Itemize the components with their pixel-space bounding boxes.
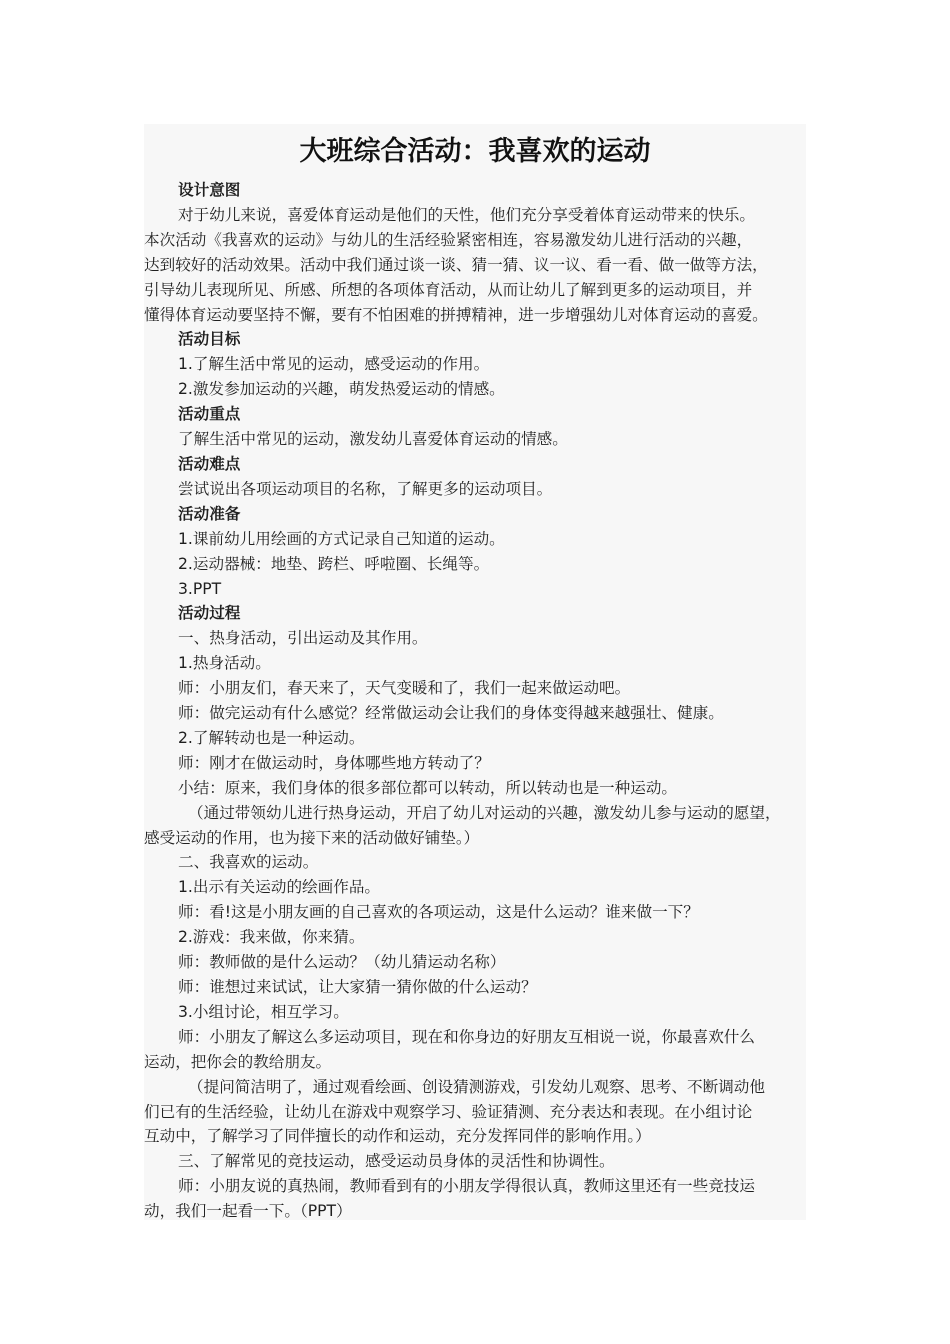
paragraph-line: 三、了解常见的竞技运动，感受运动员身体的灵活性和协调性。 (178, 1152, 615, 1171)
paragraph-line: 师：刚才在做运动时，身体哪些地方转动了？ (178, 753, 490, 772)
document-page (144, 124, 806, 1220)
paragraph-line: 小结：原来，我们身体的很多部位都可以转动，所以转动也是一种运动。 (178, 778, 678, 797)
paragraph-line: 对于幼儿来说，喜爱体育运动是他们的天性，他们充分享受着体育运动带来的快乐。 (178, 205, 755, 224)
paragraph-line: 师：小朋友了解这么多运动项目，现在和你身边的好朋友互相说一说，你最喜欢什么 (178, 1027, 755, 1046)
heading-design-intent: 设计意图 (178, 181, 241, 199)
paragraph-line: 懂得体育运动要坚持不懈，要有不怕困难的拼搏精神，进一步增强幼儿对体育运动的喜爱。 (144, 305, 768, 324)
list-item: 1.课前幼儿用绘画的方式记录自己知道的运动。 (178, 529, 505, 548)
paragraph-line: 二、我喜欢的运动。 (178, 853, 319, 872)
paragraph-line: 师：教师做的是什么运动？（幼儿猜运动名称） (178, 953, 506, 972)
paragraph-line: 师：小朋友说的真热闹，教师看到有的小朋友学得很认真，教师这里还有一些竞技运 (178, 1177, 755, 1196)
heading-preparation: 活动准备 (178, 504, 241, 523)
paragraph-line: 运动，把你会的教给朋友。 (144, 1052, 332, 1071)
heading-goals: 活动目标 (178, 330, 241, 349)
paragraph-line: 尝试说出各项运动项目的名称，了解更多的运动项目。 (178, 479, 553, 498)
paragraph-line: 师：谁想过来试试，让大家猜一猜你做的什么运动？ (178, 978, 537, 996)
paragraph-line: 师：小朋友们，春天来了，天气变暖和了，我们一起来做运动吧。 (178, 679, 631, 698)
paragraph-line: 师：做完运动有什么感觉？经常做运动会让我们的身体变得越来越强壮、健康。 (178, 704, 724, 723)
paragraph-line: 们已有的生活经验，让幼儿在游戏中观察学习、验证猜测、充分表达和表现。在小组讨论 (144, 1102, 753, 1121)
list-item: 2.激发参加运动的兴趣，萌发热爱运动的情感。 (178, 380, 505, 399)
paragraph-line: 一、热身活动，引出运动及其作用。 (178, 629, 428, 648)
document-body (144, 178, 806, 1224)
list-item: 2.运动器械：地垫、跨栏、呼啦圈、长绳等。 (178, 554, 490, 573)
paragraph-line: 了解生活中常见的运动，激发幼儿喜爱体育运动的情感。 (178, 430, 568, 449)
paragraph-line: 师：看!这是小朋友画的自己喜欢的各项运动，这是什么运动？谁来做一下？ (178, 903, 699, 922)
paragraph-line: 引导幼儿表现所见、所感、所想的各项体育活动，从而让幼儿了解到更多的运动项目，并 (144, 280, 753, 299)
paragraph-line: 1.出示有关运动的绘画作品。 (178, 878, 381, 897)
paragraph-line: 2.了解转动也是一种运动。 (178, 728, 365, 747)
paragraph-line: （提问简洁明了，通过观看绘画、创设猜测游戏，引发幼儿观察、思考、不断调动他 (188, 1077, 765, 1096)
paragraph-line: 1.热身活动。 (178, 654, 271, 673)
heading-difficulties: 活动难点 (178, 454, 241, 473)
list-item: 1.了解生活中常见的运动，感受运动的作用。 (178, 355, 490, 374)
paragraph-line: 3.小组讨论，相互学习。 (178, 1002, 349, 1021)
paragraph-line: 达到较好的活动效果。活动中我们通过谈一谈、猜一猜、议一议、看一看、做一做等方法， (144, 255, 768, 274)
paragraph-line: 2.游戏：我来做，你来猜。 (178, 928, 365, 947)
heading-process: 活动过程 (178, 604, 241, 623)
paragraph-line: 本次活动《我喜欢的运动》与幼儿的生活经验紧密相连，容易激发幼儿进行活动的兴趣， (144, 230, 753, 249)
document-title: 大班综合活动：我喜欢的运动 (299, 136, 651, 167)
paragraph-line: （通过带领幼儿进行热身运动，开启了幼儿对运动的兴趣，激发幼儿参与运动的愿望， (188, 803, 781, 822)
paragraph-line: 动，我们一起看一下。（PPT） (144, 1202, 352, 1221)
list-item: 3.PPT (178, 579, 222, 598)
paragraph-line: 互动中，了解学习了同伴擅长的动作和运动，充分发挥同伴的影响作用。） (144, 1127, 651, 1146)
heading-key-points: 活动重点 (178, 405, 241, 424)
paragraph-line: 感受运动的作用，也为接下来的活动做好铺垫。） (144, 828, 480, 847)
